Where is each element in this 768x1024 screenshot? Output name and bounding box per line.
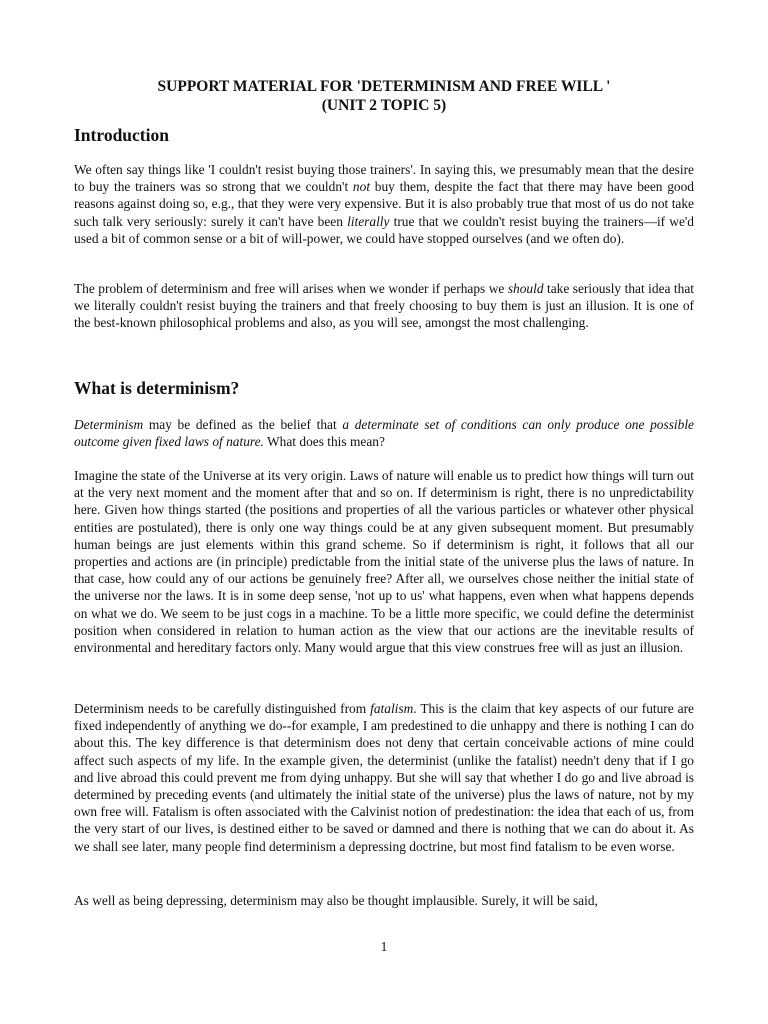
heading-introduction: Introduction — [74, 125, 169, 145]
document-title — [0, 77, 768, 115]
determinism-paragraph-3: Determinism needs to be carefully distinguished from fatalism. This is the claim that key aspects of our future are fixed independently of anything we do--for example, I am predestined to die unhappy and there is nothing I can do about this. The key difference is that determinism does not deny that certain conceivable actions of mine could affect such aspects of my life. In the example given, the determinist (unlike the fatalist) needn't deny that if I go and live abroad this could prevent me from dying unhappy. But she will say that whether I do go and live abroad is determined by preceding events (and ultimately the initial state of the universe) plus the laws of nature, not by my own free will. Fatalism is often associated with the Calvinist notion of predestination: the idea that each of us, from the very start of our lives, is destined either to be saved or damned and there is nothing that we can do about it. As we shall see later, many people find determinism a depressing doctrine, but most find fatalism to be even worse. — [74, 701, 694, 854]
title-line-1: SUPPORT MATERIAL FOR 'DETERMINISM AND FREE WILL ' — [157, 78, 611, 95]
determinism-paragraph-2: Imagine the state of the Universe at its very origin. Laws of nature will enable us to predict how things will turn out at the very next moment and the moment after that and so on. If determinism is right, there is no unpredictability here. Given how things started (the positions and properties of all the various particles or whatever other physical entities are postulated), there is only one way things could be at any given subsequent moment. But presumably human beings are just elements within this grand scheme. So if determinism is right, it follows that all our properties and actions are (in principle) predictable from the initial state of the universe plus the laws of nature. In that case, how could any of our actions be genuinely free? After all, we ourselves chose neither the initial state of the universe nor the laws. It is in some deep sense, 'not up to us' what happens, even when what happens depends on what we do. We seem to be just cogs in a machine. To be a little more specific, we could define the determinist position when considered in relation to human action as the view that our actions are the inevitable results of environmental and hereditary factors only. Many would argue that this view construes free will as just an illusion. — [74, 468, 694, 656]
determinism-paragraph-4: As well as being depressing, determinism may also be thought implausible. Surely, it will be said, — [74, 893, 598, 908]
page-number: 1 — [380, 939, 388, 954]
determinism-paragraph-1: Determinism may be defined as the belief that a determinate set of conditions can only produce one possible outcome given fixed laws of nature. What does this mean? — [74, 417, 694, 450]
intro-paragraph-2: The problem of determinism and free will arises when we wonder if perhaps we should take seriously that idea that we literally couldn't resist buying the trainers and that freely choosing to buy them is just an illusion. It is one of the best-known philosophical problems and also, as you will see, amongst the most challenging. — [74, 281, 695, 331]
intro-paragraph-1: We often say things like 'I couldn't resist buying those trainers'. In saying this, we presumably mean that the desire to buy the trainers was so strong that we couldn't not buy them, despite the fact that there may have been good reasons against doing so, e.g., that they were very expensive. But it is also probably true that most of us do not take such talk very seriously: surely it can't have been literally true that we couldn't resist buying the trainers—if we'd used a bit of common sense or a bit of will-power, we could have stopped ourselves (and we often do). — [74, 162, 695, 246]
title-line-2: (UNIT 2 TOPIC 5) — [321, 97, 447, 114]
heading-what-is-determinism: What is determinism? — [74, 378, 240, 398]
